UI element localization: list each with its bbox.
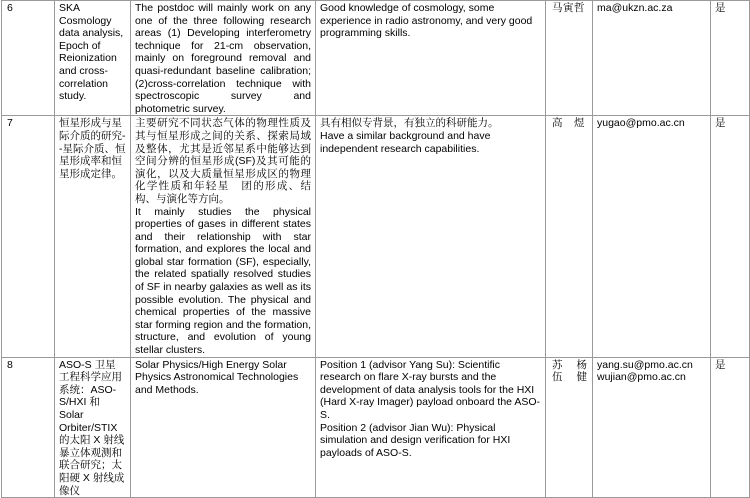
description-paragraph: The postdoc will mainly work on any one of the three following research areas (1) Developing interferometry technique for 21-cm observation, mainly on foreground removal and quasi-redundant baseline calibration;(2)cross-correlation technique with spectroscopic survey and photometric survey.: [135, 2, 311, 115]
flag-cell: 是: [711, 116, 750, 357]
description-paragraph-cn: 主要研究不同状态气体的物理性质及其与恒星形成之间的关系、探索局域及整体，尤其是近邻星系中能够达到空间分辨的恒星形成(SF)及其可能的演化，以及大质量恒星形成区的物理化学性质和年轻星 团的形成、结构、与演化等方向。: [135, 117, 311, 205]
requirements: [316, 1, 546, 116]
research-description: [131, 1, 316, 116]
research-description: [131, 116, 316, 357]
table-row: [2, 1, 750, 116]
contact-email: [593, 357, 711, 498]
contact-name-part: 健: [576, 371, 587, 384]
description-paragraph: Solar Physics/High Energy Solar Physics Astronomical Technologies and Methods.: [135, 358, 299, 396]
contact-name-part: 杨: [576, 358, 587, 371]
research-description: [131, 357, 316, 498]
requirement-paragraph: Good knowledge of cosmology, some experience in radio astronomy, and very good programming skills.: [320, 2, 533, 40]
table-row: [2, 116, 750, 357]
contact-email: [593, 1, 711, 116]
contact-names: [546, 357, 593, 498]
positions-table: [1, 0, 750, 498]
row-number: 6: [2, 1, 55, 116]
requirement-paragraph-1: Position 1 (advisor Yang Su): Scientific research on flare X-ray bursts and the development of data analysis tools for the HXI (Hard X-ray Imager) payload onboard the ASO-S.: [320, 358, 541, 421]
requirement-paragraph-en: Have a similar background and have independent research capabilities.: [320, 129, 491, 155]
email: yang.su@pmo.ac.cn: [597, 358, 693, 371]
email: ma@ukzn.ac.za: [597, 2, 673, 14]
research-area: ASO-S 卫星工程科学应用系统：ASO-S/HXI 和 Solar Orbiter/STIX 的太阳 X 射线暴立体观测和联合研究；太阳硬 X 射线成像仪: [55, 357, 131, 498]
contact-name-part: 伍: [552, 371, 563, 384]
contact-email: [593, 116, 711, 357]
requirement-paragraph-cn: 具有相似专背景，有独立的科研能力。: [320, 117, 499, 130]
email: wujian@pmo.ac.cn: [597, 371, 686, 384]
contact-name-part: 苏: [552, 358, 563, 371]
table-row: [2, 357, 750, 498]
row-number: 8: [2, 357, 55, 498]
contact-name: 高 煜: [546, 116, 593, 357]
description-paragraph-en: It mainly studies the physical properties of gases in different states and their relationship with star formation, and explores the local and global star formation (SF), especially, the related spatially resolved studies of SF in nearby galaxies as well as its possible evolution. The physical and chemical properties of the massive star forming region and the formation, structure, and evolution of young stellar clusters.: [135, 205, 311, 357]
research-area: SKA Cosmology data analysis, Epoch of Reionization and cross-correlation study.: [55, 1, 131, 116]
flag-cell: 是: [711, 357, 750, 498]
flag-cell: 是: [711, 1, 750, 116]
requirements: [316, 116, 546, 357]
requirements: [316, 357, 546, 498]
contact-name: 马寅哲: [546, 1, 593, 116]
row-number: 7: [2, 116, 55, 357]
requirement-paragraph-2: Position 2 (advisor Jian Wu): Physical simulation and design verification for HXI payloads of ASO-S.: [320, 421, 511, 459]
research-area: 恒星形成与星际介质的研究--星际介质、恒星形成率和恒星形成定律。: [55, 116, 131, 357]
email: yugao@pmo.ac.cn: [597, 117, 685, 130]
